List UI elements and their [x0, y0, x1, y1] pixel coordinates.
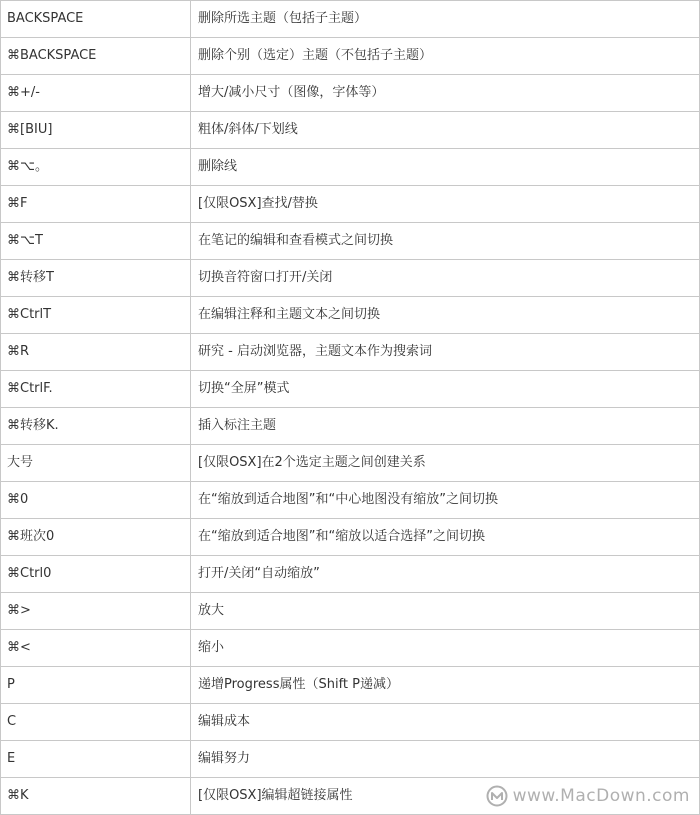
shortcut-key: ⌘转移T: [1, 260, 191, 297]
table-row: [1, 704, 700, 741]
shortcut-description: 在“缩放到适合地图”和“中心地图没有缩放”之间切换: [191, 482, 700, 519]
table-row: [1, 482, 700, 519]
watermark-text: www.MacDown.com: [512, 786, 690, 806]
shortcut-description: 在“缩放到适合地图”和“缩放以适合选择”之间切换: [191, 519, 700, 556]
shortcut-key: ⌘Ctrl0: [1, 556, 191, 593]
table-row: [1, 260, 700, 297]
table-row: [1, 186, 700, 223]
shortcut-description: 插入标注主题: [191, 408, 700, 445]
table-row: [1, 223, 700, 260]
shortcut-description: 增大/减小尺寸（图像，字体等）: [191, 75, 700, 112]
shortcut-key: ⌘BACKSPACE: [1, 38, 191, 75]
shortcut-description: [仅限OSX]查找/替换: [191, 186, 700, 223]
shortcut-key: ⌘⌥T: [1, 223, 191, 260]
shortcut-key: E: [1, 741, 191, 778]
table-row: [1, 75, 700, 112]
shortcut-description: 删除线: [191, 149, 700, 186]
table-row: [1, 371, 700, 408]
shortcut-key: ⌘CtrlT: [1, 297, 191, 334]
shortcut-description: 切换音符窗口打开/关闭: [191, 260, 700, 297]
shortcut-key: ⌘R: [1, 334, 191, 371]
table-row: [1, 445, 700, 482]
table-row: [1, 741, 700, 778]
shortcut-key: ⌘0: [1, 482, 191, 519]
table-row: [1, 519, 700, 556]
table-row: [1, 630, 700, 667]
shortcut-description: 粗体/斜体/下划线: [191, 112, 700, 149]
shortcut-key: BACKSPACE: [1, 1, 191, 38]
macdown-logo-icon: [486, 785, 508, 807]
table-row: [1, 1, 700, 38]
shortcut-description: 删除所选主题（包括子主题）: [191, 1, 700, 38]
shortcut-key: ⌘+/-: [1, 75, 191, 112]
shortcut-key: ⌘F: [1, 186, 191, 223]
shortcut-key: ⌘转移K.: [1, 408, 191, 445]
table-row: [1, 149, 700, 186]
shortcut-description: [仅限OSX]编辑超链接属性: [191, 778, 700, 815]
table-row: [1, 112, 700, 149]
shortcut-key: 大号: [1, 445, 191, 482]
shortcut-key: ⌘K: [1, 778, 191, 815]
shortcut-description: 缩小: [191, 630, 700, 667]
shortcut-description: 研究 - 启动浏览器，主题文本作为搜索词: [191, 334, 700, 371]
shortcut-key: C: [1, 704, 191, 741]
table-row: [1, 556, 700, 593]
shortcut-description: 编辑成本: [191, 704, 700, 741]
table-row: [1, 408, 700, 445]
table-row: [1, 334, 700, 371]
shortcut-description: 打开/关闭“自动缩放”: [191, 556, 700, 593]
shortcut-key: ⌘⌥。: [1, 149, 191, 186]
shortcut-description: [仅限OSX]在2个选定主题之间创建关系: [191, 445, 700, 482]
shortcut-description: 切换“全屏”模式: [191, 371, 700, 408]
table-row: [1, 38, 700, 75]
watermark: [486, 785, 690, 807]
table-row: [1, 593, 700, 630]
shortcut-key: P: [1, 667, 191, 704]
shortcut-description: 递增Progress属性（Shift P递减）: [191, 667, 700, 704]
shortcut-description: 放大: [191, 593, 700, 630]
shortcut-description: 在笔记的编辑和查看模式之间切换: [191, 223, 700, 260]
shortcut-description: 删除个别（选定）主题（不包括子主题）: [191, 38, 700, 75]
shortcut-key: ⌘<: [1, 630, 191, 667]
shortcuts-table-body: [1, 1, 700, 815]
shortcut-description: 编辑努力: [191, 741, 700, 778]
table-row: [1, 667, 700, 704]
shortcut-description: 在编辑注释和主题文本之间切换: [191, 297, 700, 334]
shortcut-key: ⌘CtrlF.: [1, 371, 191, 408]
shortcut-key: ⌘班次0: [1, 519, 191, 556]
table-row: [1, 297, 700, 334]
shortcut-key: ⌘[BIU]: [1, 112, 191, 149]
shortcut-key: ⌘>: [1, 593, 191, 630]
